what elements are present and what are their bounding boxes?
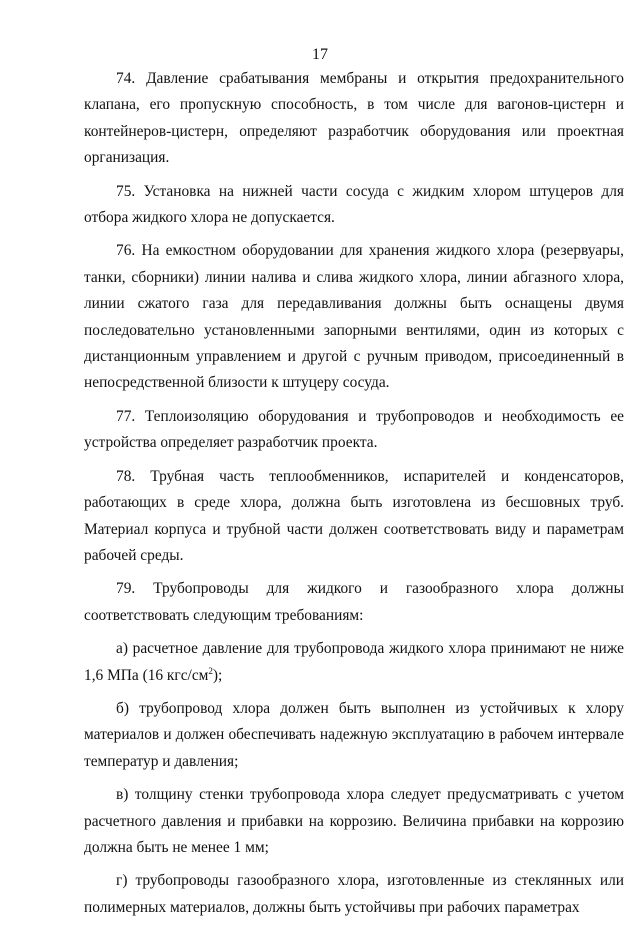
subparagraph-b: б) трубопровод хлора должен быть выполнен из устойчивых к хлору материалов и должен обеспечивать надежную эксплуатацию в рабочем интервале температур и давления; — [84, 699, 624, 770]
paragraph-74: 74. Давление срабатывания мембраны и открытия предохранительного клапана, его пропускную способность, в том числе для вагонов-цистерн и контейнеров-цистерн, определяют разработчик оборудования или проектная организация. — [84, 70, 624, 167]
paragraph-77: 77. Теплоизоляцию оборудования и трубопроводов и необходимость ее устройства определяет разработчик проекта. — [84, 407, 624, 452]
paragraph-79: 79. Трубопроводы для жидкого и газообразного хлора должны соответствовать следующим требованиям: — [84, 580, 624, 624]
superscript-2: 2 — [208, 665, 213, 676]
page-number: 17 — [312, 46, 328, 63]
document-body — [84, 66, 624, 928]
subparagraph-a-end: ); — [212, 666, 223, 684]
subparagraph-a-text: а) расчетное давление для трубопровода жидкого хлора принимают не ниже 1,6 МПа (16 кгс/см — [84, 640, 624, 684]
subparagraph-v: в) толщину стенки трубопровода хлора следует предусматривать с учетом расчетного давления и прибавки на коррозию. Величина прибавки на коррозию должна быть не менее 1 мм; — [84, 786, 624, 856]
paragraph-78: 78. Трубная часть теплообменников, испарителей и конденсаторов, работающих в среде хлора, должна быть изготовлена из бесшовных труб. Материал корпуса и трубной части должен соответствовать виду и параметрам рабочей среды. — [84, 467, 624, 564]
subparagraph-a — [84, 636, 624, 689]
paragraph-76: 76. На емкостном оборудовании для хранения жидкого хлора (резервуары, танки, сборники) линии налива и слива жидкого хлора, линии абгазного хлора, линии сжатого газа для передавливания должны быть оснащены двумя последовательно установленными запорными вентилями, один из которых с дистанционным управлением и другой с ручным приводом, присоединенный в непосредственной близости к штуцеру сосуда. — [84, 242, 624, 392]
subparagraph-g: г) трубопроводы газообразного хлора, изготовленные из стеклянных или полимерных материалов, должны быть устойчивы при рабочих параметрах — [84, 872, 624, 916]
paragraph-75: 75. Установка на нижней части сосуда с жидким хлором штуцеров для отбора жидкого хлора не допускается. — [84, 182, 624, 227]
